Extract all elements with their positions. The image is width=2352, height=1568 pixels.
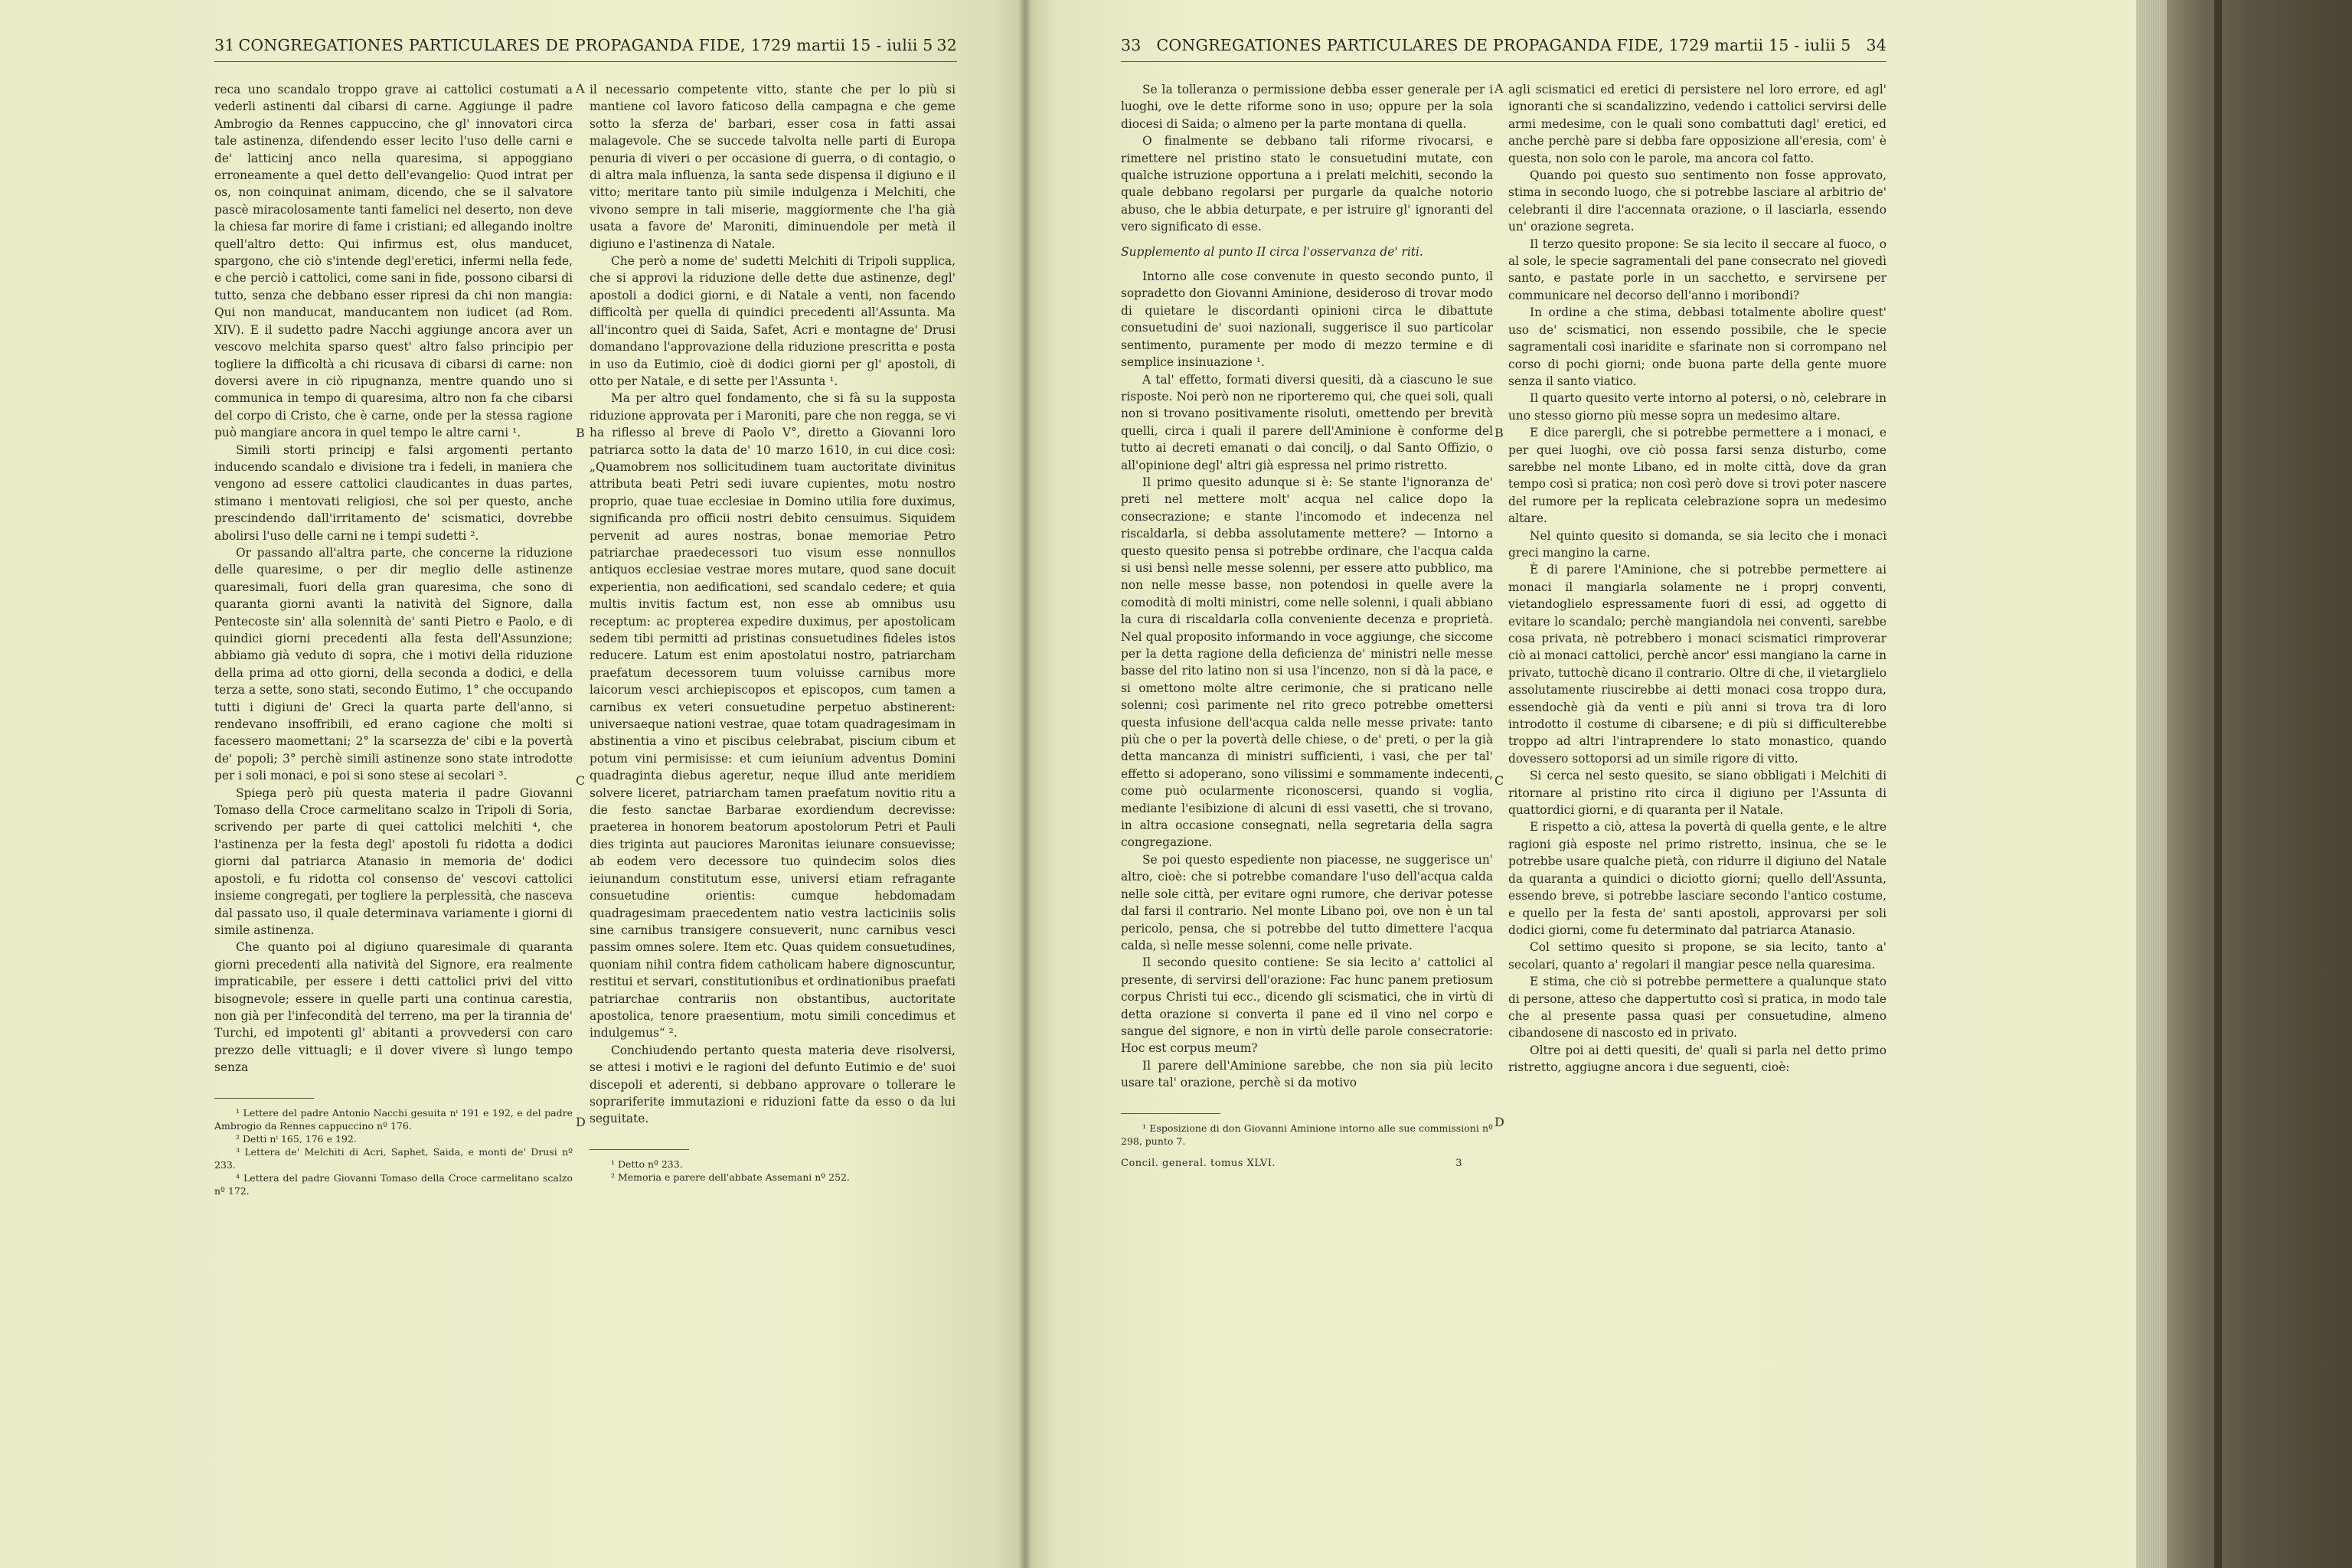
paragraph: reca uno scandalo troppo grave ai cattolici costumati a vederli astinenti dal cibarsi di carne. Aggiunge il padre Ambrogio da Rennes cappuccino, che gl' innovatori circa tale astinenza, difendendo esser lecito l'uso delle carni e de' latticinj anco nella quaresima, si appoggiano erroneamente a quel detto dell'evangelio: Quod intrat per os, non coinquinat animam, dicendo, che se il salvatore pascè miracolosamente tanti famelici nel deserto, non deve la chiesa far morire di fame i cristiani; ed allegando inoltre quell'altro detto: Qui infirmus est, olus manducet, spargono, che ciò s'intende degl'eretici, infermi nella fede, e che perciò i cattolici, come sani in fide, possono cibarsi di tutto, senza che debbano esser ripresi da chi non mangia: Qui non manducat, manducantem non iudicet (ad Rom. XIV). E il sudetto padre Nacchi aggiunge ancora aver un vescovo melchita sparso quest' altro falso principio per togliere la difficoltà a chi ricusava di cibarsi di carne: non doversi avere in ciò ripugnanza, mentre quando uno si communica in tempo di quaresima, altro non fa che cibarsi del corpo di Cristo, che è carne, onde per la stessa ragione può mangiare ancora in quel tempo le altre carni ¹. [214, 83, 573, 440]
paragraph: Il secondo quesito contiene: Se sia lecito a' cattolici al presente, di servirsi dell'orazione: Fac hunc panem pretiosum corpus Christi tui ecc., dicendo gli scismatici, che in virtù di detta orazione si converta il pane ed il vino nel corpo e sangue del signore, e non in virtù delle parole consecratorie: Hoc est corpus meum? [1121, 956, 1493, 1056]
margin-marker-b: B [1494, 426, 1504, 440]
paragraph: A tal' effetto, formati diversi quesiti, dà a ciascuno le sue risposte. Noi però non ne riporteremo qui, che quei soli, quali non si trovano positivamente risoluti, omettendo per brevità quelli, circa i quali il parere dell'Aminione è conforme del tutto ai decreti emanati o dai concilj, o dal Santo Offizio, o all'opinione degl' altri già espressa nel primo ristretto. [1121, 372, 1493, 472]
book-cover-edge [2214, 0, 2222, 1568]
footnote: ⁴ Lettera del padre Giovanni Tomaso della Croce carmelitano scalzo nº 172. [214, 1171, 573, 1197]
left-page-column-1 [214, 81, 573, 1197]
page-number-31: 31 [214, 36, 235, 54]
footnote: ² Detti nⁱ 165, 176 e 192. [236, 1132, 357, 1145]
paragraph: il necessario competente vitto, stante che per lo più si mantiene col lavoro faticoso della campagna e che geme sotto la sferza de' barbari, esser cosa in fatti assai malagevole. Che se succede talvolta nelle parti di Europa penuria di viveri o per occasione di guerra, o di contagio, o di altra mala influenza, la santa sede dispensa il digiuno e il vitto; meritare tanto più simile indulgenza i Melchiti, che vivono sempre in tali miserie, maggiormente che l'ha già usata a favore de' Maroniti, diminuendole per metà il digiuno e l'astinenza di Natale. [590, 83, 956, 251]
paragraph: Il quarto quesito verte intorno al potersi, o nò, celebrare in uno stesso giorno più messe sopra un medesimo altare. [1508, 391, 1886, 423]
right-page-header [1121, 32, 1886, 58]
paragraph: Il parere dell'Aminione sarebbe, che non sia più lecito usare tal' orazione, perchè si da motivo [1121, 1058, 1493, 1090]
paragraph: Che però a nome de' sudetti Melchiti di Tripoli supplica, che si approvi la riduzione delle dette due astinenze, degl' apostoli a dodici giorni, e di Natale a venti, non facendo difficoltà per quella di quindici precedenti all'Assunta. Ma all'incontro quei di Saida, Safet, Acri e montagne de' Drusi domandano l'approvazione della riduzione prescritta e posta in uso da Eutimio, cioè di dodici giorni per gl' apostoli, di otto per Natale, e di sette per l'Assunta ¹. [590, 254, 956, 388]
paragraph: Conchiudendo pertanto questa materia deve risolversi, se attesi i motivi e le ragioni del defunto Eutimio e de' suoi discepoli et aderenti, si debbano approvare o tollerare le soprariferite immutazioni e riduzioni fatte da esso o da lui seguitate. [590, 1043, 956, 1126]
paragraph: Che quanto poi al digiuno quaresimale di quaranta giorni precedenti alla natività del Signore, era realmente impraticabile, per essere i detti cattolici privi del vitto bisognevole; essere in quelle parti una continua carestia, non già per l'infecondità del terreno, ma per la tirannia de' Turchi, ed impotenti gl' abitanti a provvedersi con caro prezzo delle vittuagli; e il dover vivere sì lungo tempo senza [214, 940, 573, 1075]
paragraph: E stima, che ciò si potrebbe permettere a qualunque stato di persone, atteso che dappertutto così si pratica, in modo tale che al presente passa quasi per consuetudine, almeno cibandosene di nascosto ed in privato. [1508, 975, 1886, 1040]
paragraph: In ordine a che stima, debbasi totalmente abolire quest' uso de' scismatici, non essendo possibile, che le specie sagramentali così inaridite e sfarinate non si corrompano nel corso di pochi giorni; onde buona parte della gente muore senza il santo viatico. [1508, 305, 1886, 388]
paragraph: Col settimo quesito si propone, se sia lecito, tanto a' secolari, quanto a' regolari il mangiar pesce nella quaresima. [1508, 940, 1886, 972]
footnote-rule [1121, 1113, 1220, 1114]
footnote-rule [590, 1149, 689, 1150]
book-gutter [1018, 0, 1032, 1568]
left-page [0, 0, 1024, 1568]
paragraph: agli scismatici ed eretici di persistere nel loro errore, ed agl' ignoranti che si scandalizzino, vedendo i cattolici servirsi delle armi medesime, con le quali sono combattuti dagl' eretici, ed anche perchè pare si debba fare opposizione all'eresia, com' è questa, non solo con le parole, ma ancora col fatto. [1508, 83, 1886, 165]
paragraph: È di parere l'Aminione, che si potrebbe permettere ai monaci il mangiarla solamente ne i proprj conventi, vietandoglielo espressamente fuori di essi, ad oggetto di evitare lo scandalo; perchè mangiandola nei conventi, sarebbe cosa privata, nè potrebbero i monaci scismatici rimproverar ciò ai monaci cattolici, perchè ancor' essi mangiano la carne in privato, tuttochè dicano il contrario. Oltre di che, il vietarglielo assolutamente riuscirebbe ai detti monaci cosa troppo dura, essendochè già da venti e più anni si trova tra di loro introdotto il costume di cibarsene; e di più si difficulterebbe troppo ad altri l'intraprendere lo stato monastico, quando dovessero sottoporsi ad un simile rigore di vitto. [1508, 563, 1886, 766]
running-head: CONGREGATIONES PARTICULARES DE PROPAGANDA FIDE, 1729 martii 15 - iulii 5 [238, 36, 933, 54]
paragraph: E rispetto a ciò, attesa la povertà di quella gente, e le altre ragioni già esposte nel primo ristretto, insinua, che se le potrebbe usare qualche pietà, con ridurre il digiuno del Natale da quaranta a quindici o diciotto giorni; quello dell'Assunta, essendo breve, si potrebbe lasciare secondo l'antico costume, e quello per la festa de' santi apostoli, approvarsi per soli dodici giorni, come fu determinato dal patriarca Atanasio. [1508, 820, 1886, 937]
margin-marker-d: D [1494, 1115, 1504, 1129]
right-page-column-1 [1121, 81, 1493, 1172]
margin-marker-c: C [1494, 773, 1504, 788]
footnote: ¹ Lettere del padre Antonio Nacchi gesuita nⁱ 191 e 192, e del padre Ambrogio da Rennes cappuccino nº 176. [214, 1106, 573, 1132]
paragraph: Se la tolleranza o permissione debba esser generale per i luoghi, ove le dette riforme sono in uso; oppure per la sola diocesi di Saida; o almeno per la parte montana di quella. [1121, 83, 1493, 131]
paragraph: Or passando all'altra parte, che concerne la riduzione delle quaresime, o per dir meglio delle astinenze quaresimali, fuori della gran quaresima, che sono di quaranta giorni avanti la natività del Signore, dalla Pentecoste sin' alla solennità de' santi Pietro e Paolo, e di quindici giorni precedenti alla festa dell'Assunzione; abbiamo già veduto di sopra, che i motivi della riduzione della prima ad otto giorni, della seconda a dodici, e della terza a sette, sono stati, secondo Eutimo, 1° che occupando tutti i digiuni de' Greci la quarta parte dell'anno, si rendevano insoffribili, ed erano cagione che molti si facessero maomettani; 2° la scarsezza de' cibi e la povertà de' popoli; 3° perchè simili astinenze sono state introdotte per i soli monaci, e poi si sono stese ai secolari ³. [214, 545, 573, 783]
page-number-33: 33 [1121, 36, 1142, 54]
paragraph: Spiega però più questa materia il padre Giovanni Tomaso della Croce carmelitano scalzo in Tripoli di Soria, scrivendo per parte di quei cattolici melchiti ⁴, che l'astinenza per la festa degl' apostoli fu ridotta a dodici giorni dal patriarca Atanasio in memoria de' dodici apostoli, e fu ridotta col consenso de' vescovi cattolici insieme congregati, per togliere la perplessità, che nasceva dal passato uso, il quale determinava variamente i giorni di simile astinenza. [214, 786, 573, 937]
paragraph: Oltre poi ai detti quesiti, de' quali si parla nel detto primo ristretto, aggiugne ancora i due seguenti, cioè: [1508, 1043, 1886, 1075]
margin-marker-b: B [576, 426, 585, 440]
paragraph: Intorno alle cose convenute in questo secondo punto, il sopradetto don Giovanni Aminione, desideroso di trovar modo di quietare le discordanti opinioni circa le dibattute consuetudini de' suoi nazionali, suggerisce il suo particolar sentimento, puramente per modo di mezzo termine e di semplice insinuazione ¹. [1121, 270, 1493, 370]
margin-marker-d: D [576, 1115, 586, 1129]
paragraph: Se poi questo espediente non piacesse, ne suggerisce un' altro, cioè: che si potrebbe comandare l'uso dell'acqua calda nelle sole città, per evitare ogni rumore, che derivar potesse dal farsi il contrario. Nel monte Libano poi, ove non è un tal pericolo, pensa, che si potrebbe del tutto dimettere l'acqua calda, sì nelle messe solenni, come nelle private. [1121, 852, 1493, 952]
paragraph: E dice parergli, che si potrebbe permettere a i monaci, e per quei luoghi, ove ciò possa farsi senza disturbo, come sarebbe nel monte Libano, ed in molte città, dove da gran tempo così si pratica; non così però dove si trovi poter nascere del rumore per la replicata celebrazione sopra un medesimo altare. [1508, 426, 1886, 526]
left-page-header [214, 32, 957, 58]
signature-line [1121, 1155, 1493, 1172]
header-rule [214, 61, 957, 62]
paragraph: O finalmente se debbano tali riforme rivocarsi, e rimettere nel pristino stato le consuetudini mutate, con qualche istruzione opportuna a i prelati melchiti, secondo la quale debbano regolarsi per purgarle da qualche notorio abuso, che le abbia deturpate, e per istruire gl' ignoranti del vero significato di esse. [1121, 134, 1493, 234]
footnote: ¹ Detto nº 233. [611, 1158, 683, 1170]
paragraph: Il terzo quesito propone: Se sia lecito il seccare al fuoco, o al sole, le specie sagramentali del pane consecrato nel giovedì santo, e pastate porle in un sacchetto, e servirsene per communicare nel decorso dell'anno i moribondi? [1508, 237, 1886, 302]
margin-marker-c: C [576, 773, 586, 788]
section-title: Supplemento al punto II circa l'osservanza de' riti. [1121, 244, 1423, 259]
right-page [1024, 0, 2136, 1568]
running-head: CONGREGATIONES PARTICULARES DE PROPAGANDA FIDE, 1729 martii 15 - iulii 5 [1156, 36, 1851, 54]
margin-marker-a: A [576, 81, 585, 96]
paragraph: Simili storti principj e falsi argomenti pertanto inducendo scandalo e divisione tra i fedeli, in maniera che vengono ad essere cattolici claudicantes in duas partes, stimano i mentovati religiosi, che sol per questo, anche prescindendo dall'irritamento de' scismatici, dovrebbe abolirsi l'uso delle carni ne i tempi sudetti ². [214, 443, 573, 543]
page-number-34: 34 [1866, 36, 1886, 54]
footnote: ² Memoria e parere dell'abbate Assemani nº 252. [611, 1171, 850, 1183]
page-number-32: 32 [936, 36, 957, 54]
paragraph: Ma per altro quel fondamento, che si fà su la supposta riduzione approvata per i Maroniti, pare che non regga, se vi ha riflesso al breve di Paolo V°, diretto a Giovanni loro patriarca sotto la data de' 10 marzo 1610, in cui dice così: „Quamobrem nos sollicitudinem tuam auctoritate divinitus attributa beati Petri sedi iuvare cupientes, motu nostro proprio, quae tuae ecclesiae in Domino utilia fore duximus, significanda pro officii nostri debito censuimus. Siquidem pervenit ad aures nostras, bonae memoriae Petro patriarchae praedecessori tuo visum esse nonnullos antiquos ecclesiae vestrae mores mutare, quod sane docuit experientia, non aedificationi, sed scandalo cedere; et quia multis invitis factum est, non esse ab omnibus usu receptum: ac propterea expedire duximus, per apostolicam sedem tibi permitti ad pristinas consuetudines fideles istos reducere. Latum est enim apostolatui nostro, patriarcham praefatum decessorem tuum voluisse carnibus more laicorum vesci archiepiscopos et episcopos, cum tamen a carnibus ex veteri consuetudine perpetuo abstinerent: universaeque nationi vestrae, quae totam quadragesimam in abstinentia a vino et piscibus celebrabat, piscium cibum et potum vini permisisse: et cum ieiunium adventus Domini quadraginta diebus ageretur, neque illud ante meridiem solvere liceret, patriarcham tamen praefatum novitio ritu a die festo sanctae Barbarae exordiendum decrevisse: praeterea in honorem beatorum apostolorum Petri et Pauli dies triginta aut pauciores Maronitas ieiunare consuevisse; ab eodem vero decessore tuo quindecim solos dies ieiunandum constitutum esse, universi etiam refragante consuetudine orientis: cumque hebdomadam quadragesimam praecedentem natio vestra lacticiniis solis sine carnibus transigere consueverit, nunc carnibus vesci passim omnes solere. Item etc. Quas quidem consuetudines, quoniam nihil contra fidem catholicam habere dignoscuntur, restitui et servari, constitutionibus et ordinationibus praefati patriarchae contrariis non obstantibus, auctoritate apostolica, tenore praesentium, motu simili concedimus et indulgemus“ ². [590, 391, 956, 1040]
footnote: ¹ Esposizione di don Giovanni Aminione intorno alle sue commissioni nº 298, punto 7. [1121, 1122, 1493, 1147]
gathering-number: 3 [1455, 1157, 1462, 1169]
paragraph: Il primo quesito adunque si è: Se stante l'ignoranza de' preti nel mettere molt' acqua nel calice dopo la consecrazione; e stante l'incomodo et indecenza nel riscaldarla, si debba assolutamente mettere? — Intorno a questo quesito pensa si potrebbe ordinare, che l'acqua calda si usi bensì nelle messe solenni, per essere atto pubblico, ma non nelle messe basse, non potendosi in quelle avere la comodità di molti ministri, come nelle solenni, i quali abbiano la cura di riscaldarla colla conveniente decenza e proprietà. Nel qual proposito informando in voce aggiunge, che siccome per la detta ragione della deficienza de' ministri nelle messe basse del rito latino non si usa l'incenzo, non si dà la pace, e si omettono molte altre cerimonie, che si praticano nelle solenni; così parimente nel rito greco potrebbe omettersi questa infusione dell'acqua calda nelle messe private: tanto più che o per la povertà delle chiese, o de' preti, o per la già detta mancanza di ministri sufficienti, i vasi, che per tal' effetto si adoperano, sono vilissimi e sommamente indecenti, come può ocularmente riconoscersi, quando si voglia, mediante l'esibizione di alcuni di essi vasetti, che si trovano, in altra occasione consegnati, nella segretaria della sagra congregazione. [1121, 475, 1493, 850]
margin-marker-a: A [1494, 81, 1504, 96]
left-page-column-2 [590, 81, 956, 1184]
paragraph: Nel quinto quesito si domanda, se sia lecito che i monaci greci mangino la carne. [1508, 528, 1886, 560]
paragraph: Quando poi questo suo sentimento non fosse approvato, stima in secondo luogo, che si potrebbe lasciare al arbitrio de' celebranti il dire l'accennata orazione, o il lasciarla, essendo un' orazione segreta. [1508, 168, 1886, 234]
footnote-rule [214, 1098, 314, 1099]
page-block-edge [2136, 0, 2352, 1568]
page-edges [2136, 0, 2167, 1568]
right-page-column-2 [1508, 81, 1886, 1076]
paragraph: Si cerca nel sesto quesito, se siano obbligati i Melchiti di ritornare al pristino rito circa il digiuno per l'Assunta di quattordici giorni, e di quaranta per il Natale. [1508, 769, 1886, 818]
footnote: ³ Lettera de' Melchiti di Acri, Saphet, Saida, e monti de' Drusi nº 233. [214, 1145, 573, 1171]
header-rule [1121, 61, 1886, 62]
volume-signature: Concil. general. tomus XLVI. [1121, 1157, 1276, 1169]
